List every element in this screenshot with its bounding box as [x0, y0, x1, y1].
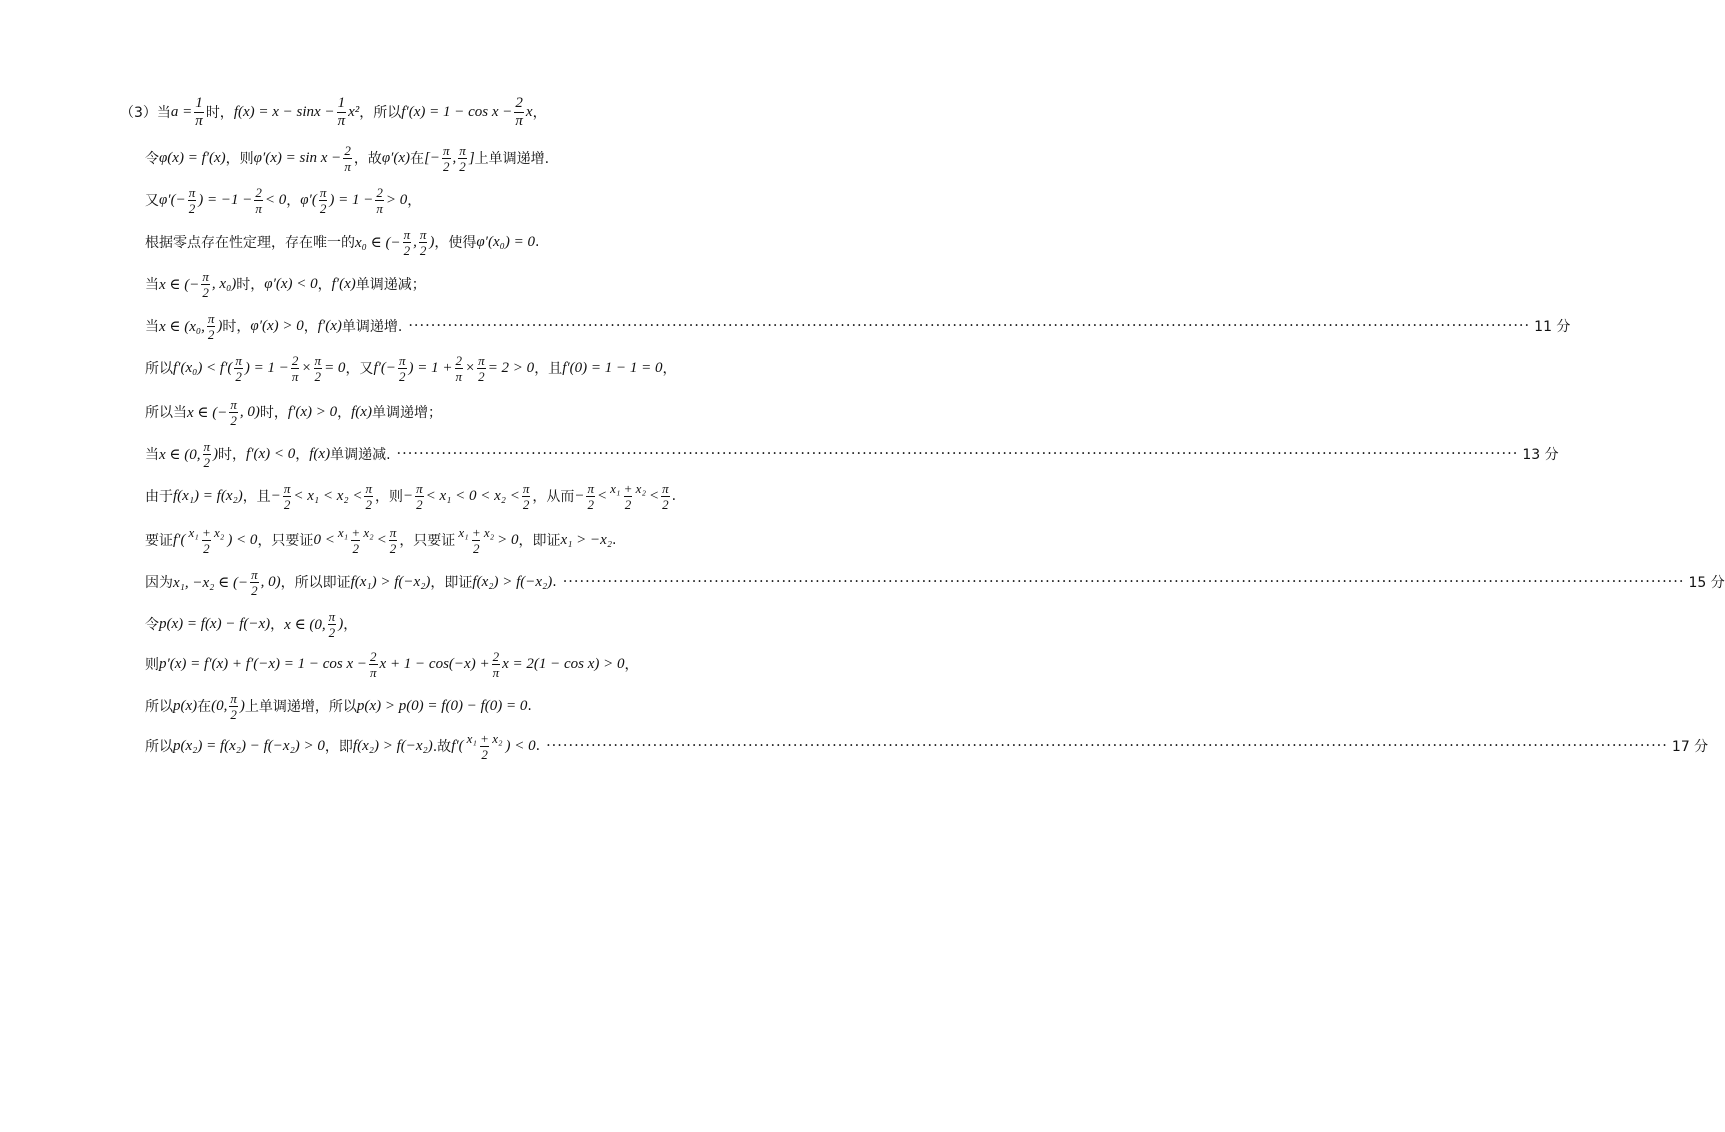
fraction	[458, 144, 467, 173]
text-run: 在	[197, 699, 212, 715]
fraction-numerator: π	[319, 184, 327, 200]
fraction-denominator: 2	[389, 540, 397, 556]
math-expression: )	[338, 615, 344, 632]
fraction-denominator: 2	[207, 326, 215, 342]
fraction-denominator: 2	[319, 200, 327, 216]
math-expression: > 0	[385, 191, 408, 208]
fraction-denominator: 2	[522, 496, 530, 512]
fraction-denominator: 2	[230, 412, 237, 428]
math-expression: x	[525, 103, 533, 120]
math-expression: f(x₂) > f(−x₂)	[352, 737, 433, 754]
math-expression: f′(	[451, 737, 464, 754]
leader-dots: ········································································································································································································	[408, 318, 1531, 334]
fraction	[229, 398, 238, 427]
solution-line	[145, 646, 690, 682]
text-run: ，	[303, 319, 318, 335]
math-expression: )	[213, 445, 219, 462]
math-expression: f(x)	[351, 403, 372, 420]
math-expression: ) = 1 +	[408, 359, 453, 376]
fraction	[609, 482, 647, 511]
fraction	[337, 526, 375, 555]
solution-line	[145, 182, 690, 218]
math-expression: x ∈ (x₀,	[159, 318, 205, 335]
text-run: ，即证	[518, 533, 561, 549]
text-run: ，则	[225, 151, 254, 167]
fraction-numerator: π	[188, 184, 196, 200]
text-run: ，	[295, 447, 310, 463]
leader-dots: ········································································································································································································	[546, 738, 1668, 754]
math-expression: f′(0) = 1 − 1 = 0	[562, 359, 663, 376]
fraction-denominator: 2	[203, 454, 211, 470]
fraction	[314, 354, 323, 383]
math-expression: [−	[424, 149, 441, 166]
text-run: 根据零点存在性定理，存在唯一的	[145, 235, 355, 251]
math-expression: ×	[465, 359, 476, 376]
math-expression: p(x) > p(0) = f(0) − f(0) = 0	[356, 697, 528, 714]
text-run: 令	[145, 151, 159, 167]
math-expression: <	[597, 487, 608, 504]
text-run: 单调递增.	[341, 319, 403, 335]
text-run: .	[527, 698, 532, 714]
solution-line	[145, 308, 1571, 344]
fraction-numerator: 2	[291, 352, 299, 368]
fraction	[207, 312, 216, 341]
fraction	[254, 186, 263, 215]
math-expression: ) = 1 −	[329, 191, 374, 208]
math-expression: p′(x) = f′(x) + f′(−x) = 1 − cos x −	[159, 655, 368, 672]
text-run: ，	[317, 277, 332, 293]
math-expression: φ′(x₀) = 0	[476, 233, 535, 250]
solution-line	[145, 140, 690, 176]
math-expression: 0 <	[313, 531, 335, 548]
text-run: 所以	[145, 739, 173, 755]
text-run: 当	[145, 319, 159, 335]
math-expression: f′(x) < 0	[246, 445, 296, 462]
fraction-numerator: π	[251, 566, 258, 582]
math-expression: ×	[301, 359, 312, 376]
fraction-numerator: π	[328, 608, 336, 624]
text-run: 时，	[259, 405, 288, 421]
math-expression: x²	[348, 103, 360, 120]
text-run: ，	[624, 657, 639, 673]
fraction-numerator: x₁ + x₂	[466, 730, 503, 746]
math-expression: )	[239, 697, 245, 714]
math-expression: , x₀)	[211, 275, 237, 292]
text-run: 在	[410, 151, 425, 167]
math-expression: p(x) = f(x) − f(−x)	[159, 615, 271, 632]
text-run: 令	[145, 617, 159, 633]
math-expression: −	[270, 487, 281, 504]
math-expression: φ′(x) < 0	[264, 275, 318, 292]
fraction	[188, 186, 197, 215]
fraction-numerator: π	[662, 480, 669, 496]
text-run: 单调递减；	[355, 277, 426, 293]
math-expression: f(x) = x − sinx −	[233, 103, 335, 120]
math-expression: −	[402, 487, 414, 504]
fraction	[291, 354, 300, 383]
fraction	[319, 186, 328, 215]
fraction-numerator: π	[419, 226, 427, 242]
text-run: .故	[432, 739, 452, 755]
math-expression: x ∈ (0,	[284, 616, 326, 633]
text-run: 上单调递增，所以	[244, 699, 357, 715]
fraction	[201, 270, 210, 299]
math-expression: x ∈ (0,	[159, 446, 201, 463]
math-expression: φ′(x)	[381, 149, 411, 166]
text-run: ，又	[345, 361, 374, 377]
math-expression: ,	[413, 233, 417, 250]
math-expression: > 0	[497, 531, 519, 548]
text-run: ，	[532, 105, 547, 121]
fraction-denominator: π	[370, 664, 377, 680]
fraction-denominator: 2	[443, 158, 450, 174]
fraction-denominator: 2	[365, 496, 372, 512]
fraction	[234, 354, 243, 383]
math-expression: f′(x) = 1 − cos x −	[401, 103, 513, 120]
text-run: 时，	[222, 319, 251, 335]
fraction	[229, 692, 238, 721]
text-run: 时，	[218, 447, 247, 463]
fraction	[442, 144, 451, 173]
math-expression: φ′(	[300, 191, 317, 208]
math-expression: <	[648, 487, 660, 504]
math-expression: p(x₂) = f(x₂) − f(−x₂) > 0	[173, 737, 325, 754]
fraction-denominator: 2	[399, 368, 406, 384]
text-run: ，	[662, 361, 677, 377]
fraction-denominator: 2	[188, 200, 196, 216]
fraction-numerator: π	[230, 396, 237, 412]
score-marker: 13 分	[1522, 447, 1559, 463]
fraction	[337, 96, 347, 129]
fraction-numerator: 2	[344, 142, 351, 158]
fraction-denominator: π	[492, 664, 500, 680]
math-expression: x ∈ (−	[187, 404, 228, 421]
math-expression: f(x)	[309, 445, 331, 462]
text-run: 由于	[145, 489, 173, 505]
solution-line	[145, 350, 690, 386]
math-expression: x + 1 − cos(−x) +	[379, 655, 490, 672]
fraction	[522, 482, 531, 511]
math-expression: f(x₂) > f(−x₂)	[472, 573, 553, 590]
solution-line	[145, 606, 690, 642]
math-expression: ) < 0	[505, 737, 536, 754]
score-marker: 15 分	[1688, 575, 1725, 591]
text-run: ，从而	[532, 489, 575, 505]
math-expression: f(x₁) = f(x₂)	[173, 487, 243, 504]
text-run: 时，	[205, 105, 234, 121]
text-run: 因为	[145, 575, 173, 591]
fraction-numerator: x₁ + x₂	[337, 524, 374, 540]
fraction	[283, 482, 292, 511]
solution-line	[145, 478, 690, 514]
fraction-numerator: π	[478, 352, 485, 368]
fraction-denominator: 2	[416, 496, 423, 512]
math-expression: f′(	[173, 531, 186, 548]
math-expression: x₁ > −x₂	[560, 531, 613, 548]
math-expression: < x₁ < 0 < x₂ <	[425, 487, 520, 504]
solution-line	[145, 266, 690, 302]
text-run: ，故	[353, 151, 382, 167]
fraction-numerator: π	[389, 524, 397, 540]
fraction-numerator: π	[403, 226, 411, 242]
fraction-numerator: π	[365, 480, 372, 496]
text-run: 时，	[236, 277, 265, 293]
fraction-denominator: 2	[587, 496, 594, 512]
text-run: ，	[286, 193, 301, 209]
fraction-numerator: 2	[376, 184, 383, 200]
fraction-denominator: π	[337, 112, 346, 129]
text-run: ，所以即证	[280, 575, 351, 591]
fraction-numerator: π	[416, 480, 423, 496]
math-expression: ) = 1 −	[244, 359, 289, 376]
fraction	[419, 228, 428, 257]
fraction-denominator: 2	[235, 368, 242, 384]
math-expression: f′(x₀) < f′(	[173, 359, 233, 376]
fraction-numerator: 2	[370, 648, 377, 664]
fraction	[343, 144, 352, 173]
fraction	[250, 568, 259, 597]
fraction	[203, 440, 212, 469]
fraction-denominator: π	[376, 200, 383, 216]
text-run: ，使得	[434, 235, 477, 251]
math-expression: −	[574, 487, 585, 504]
fraction-denominator: 2	[459, 158, 466, 174]
fraction-denominator: π	[344, 158, 351, 174]
fraction	[466, 732, 504, 761]
fraction	[586, 482, 595, 511]
fraction-numerator: 2	[255, 184, 262, 200]
math-expression: ,	[452, 149, 457, 166]
fraction-numerator: x₁ + x₂	[610, 480, 646, 496]
fraction-denominator: 2	[283, 496, 291, 512]
text-run: ，只要证	[257, 533, 314, 549]
fraction-denominator: 2	[472, 540, 480, 556]
fraction-denominator: 2	[251, 582, 258, 598]
fraction-denominator: π	[291, 368, 299, 384]
math-expression: x ∈ (−	[159, 276, 200, 293]
math-expression: ) = −1 −	[198, 191, 253, 208]
math-expression: φ′(x) = sin x −	[253, 149, 342, 166]
text-run: .	[671, 488, 677, 504]
fraction-numerator: x₁ + x₂	[458, 524, 495, 540]
fraction-numerator: 1	[337, 94, 346, 111]
solution-line	[120, 94, 690, 130]
math-expression: φ′(−	[159, 191, 186, 208]
fraction-numerator: π	[443, 142, 450, 158]
fraction-denominator: 2	[202, 284, 209, 300]
math-expression: ]	[468, 149, 475, 166]
fraction-numerator: π	[235, 352, 242, 368]
solution-line	[145, 728, 1709, 764]
fraction-numerator: π	[207, 310, 215, 326]
fraction-numerator: 1	[195, 94, 203, 111]
fraction-denominator: 2	[203, 540, 210, 556]
math-expression: , 0)	[239, 403, 260, 420]
solution-line	[145, 522, 690, 558]
fraction-denominator: 2	[481, 746, 488, 762]
text-run: 当	[145, 277, 159, 293]
text-run: 所以当	[145, 405, 187, 421]
fraction-denominator: 2	[314, 368, 322, 384]
math-expression: f′(x)	[317, 317, 342, 334]
fraction-denominator: 2	[230, 706, 237, 722]
fraction-denominator: π	[515, 112, 523, 129]
math-expression: = 2 > 0	[487, 359, 535, 376]
score-marker: 17 分	[1671, 739, 1709, 755]
text-run: 所以	[145, 361, 173, 377]
text-run: .	[535, 738, 541, 754]
text-run: ，	[343, 617, 358, 633]
text-run: ，	[337, 405, 352, 421]
math-expression: p(x)	[173, 697, 198, 714]
fraction-numerator: 2	[492, 648, 500, 664]
text-run: 当	[145, 447, 159, 463]
leader-dots: ········································································································································································································	[396, 446, 1519, 462]
text-run: ，且	[242, 489, 271, 505]
math-expression: f′(−	[373, 359, 397, 376]
fraction	[492, 650, 501, 679]
text-run: （3）当	[120, 105, 171, 121]
fraction	[187, 526, 225, 555]
fraction-denominator: 2	[328, 624, 336, 640]
math-expression: )	[217, 317, 223, 334]
fraction-denominator: 2	[624, 496, 632, 512]
leader-dots: ········································································································································································································	[562, 574, 1685, 590]
text-run: 单调递减.	[330, 447, 391, 463]
fraction-denominator: 2	[419, 242, 427, 258]
text-run: 所以	[145, 699, 173, 715]
math-expression: f(x₁) > f(−x₂)	[350, 573, 431, 590]
fraction-denominator: 2	[662, 496, 669, 512]
fraction	[369, 650, 378, 679]
fraction	[389, 526, 398, 555]
fraction	[415, 482, 424, 511]
fraction-denominator: π	[195, 112, 203, 129]
solution-line	[145, 688, 690, 724]
fraction	[661, 482, 670, 511]
math-expression: φ′(x) > 0	[250, 317, 304, 334]
fraction	[514, 96, 524, 129]
math-expression: x₁, −x₂ ∈ (−	[173, 574, 249, 591]
solution-line	[145, 436, 1559, 472]
text-run: ，所以	[359, 105, 402, 121]
text-run: .	[552, 574, 557, 590]
math-expression: x = 2(1 − cos x) > 0	[502, 655, 625, 672]
math-expression: = 0	[324, 359, 346, 376]
text-run: 则	[145, 657, 159, 673]
fraction	[457, 526, 495, 555]
text-run: ，只要证	[399, 533, 456, 549]
solution-line	[145, 564, 1725, 600]
fraction-numerator: π	[314, 352, 322, 368]
text-run: 又	[145, 193, 159, 209]
math-expression: f′(x)	[331, 275, 356, 292]
fraction-numerator: π	[459, 142, 466, 158]
fraction	[328, 610, 337, 639]
fraction-numerator: π	[283, 480, 291, 496]
math-expression: f′(x) > 0	[287, 403, 338, 420]
fraction-denominator: π	[455, 368, 463, 384]
text-run: 要证	[145, 533, 173, 549]
math-expression: )	[429, 233, 435, 250]
fraction-numerator: π	[587, 480, 594, 496]
math-expression: a =	[170, 103, 193, 120]
fraction	[375, 186, 384, 215]
text-run: ，	[270, 617, 285, 633]
math-expression: <	[376, 531, 387, 548]
text-run: 单调递增；	[371, 405, 442, 421]
fraction	[398, 354, 407, 383]
text-run: .	[534, 234, 540, 250]
fraction-numerator: 2	[455, 352, 463, 368]
fraction-numerator: π	[230, 690, 237, 706]
fraction-denominator: π	[255, 200, 262, 216]
fraction	[194, 96, 204, 129]
fraction-numerator: π	[203, 438, 211, 454]
math-expression: ) < 0	[227, 531, 258, 548]
text-run: .	[612, 532, 617, 548]
fraction-numerator: 2	[515, 94, 523, 111]
fraction-numerator: π	[522, 480, 530, 496]
score-marker: 11 分	[1534, 319, 1571, 335]
fraction-numerator: π	[202, 268, 209, 284]
math-expression: , 0)	[260, 573, 281, 590]
math-expression: (0,	[211, 697, 228, 714]
fraction	[455, 354, 464, 383]
text-run: ，	[407, 193, 422, 209]
fraction	[477, 354, 486, 383]
fraction-denominator: 2	[403, 242, 411, 258]
solution-line	[145, 224, 690, 260]
text-run: ，即	[324, 739, 353, 755]
fraction	[403, 228, 412, 257]
fraction-denominator: 2	[478, 368, 485, 384]
text-run: ，即证	[430, 575, 473, 591]
fraction	[364, 482, 373, 511]
math-expression: < 0	[264, 191, 287, 208]
fraction-numerator: x₁ + x₂	[188, 524, 225, 540]
fraction-denominator: 2	[352, 540, 359, 556]
text-run: ，则	[374, 489, 403, 505]
fraction-numerator: π	[399, 352, 406, 368]
text-run: 上单调递增.	[474, 151, 550, 167]
math-expression: x₀ ∈ (−	[355, 234, 401, 251]
solution-line	[145, 394, 690, 430]
text-run: ，且	[534, 361, 563, 377]
math-expression: < x₁ < x₂ <	[293, 487, 363, 504]
math-expression: φ(x) = f′(x)	[159, 149, 226, 166]
